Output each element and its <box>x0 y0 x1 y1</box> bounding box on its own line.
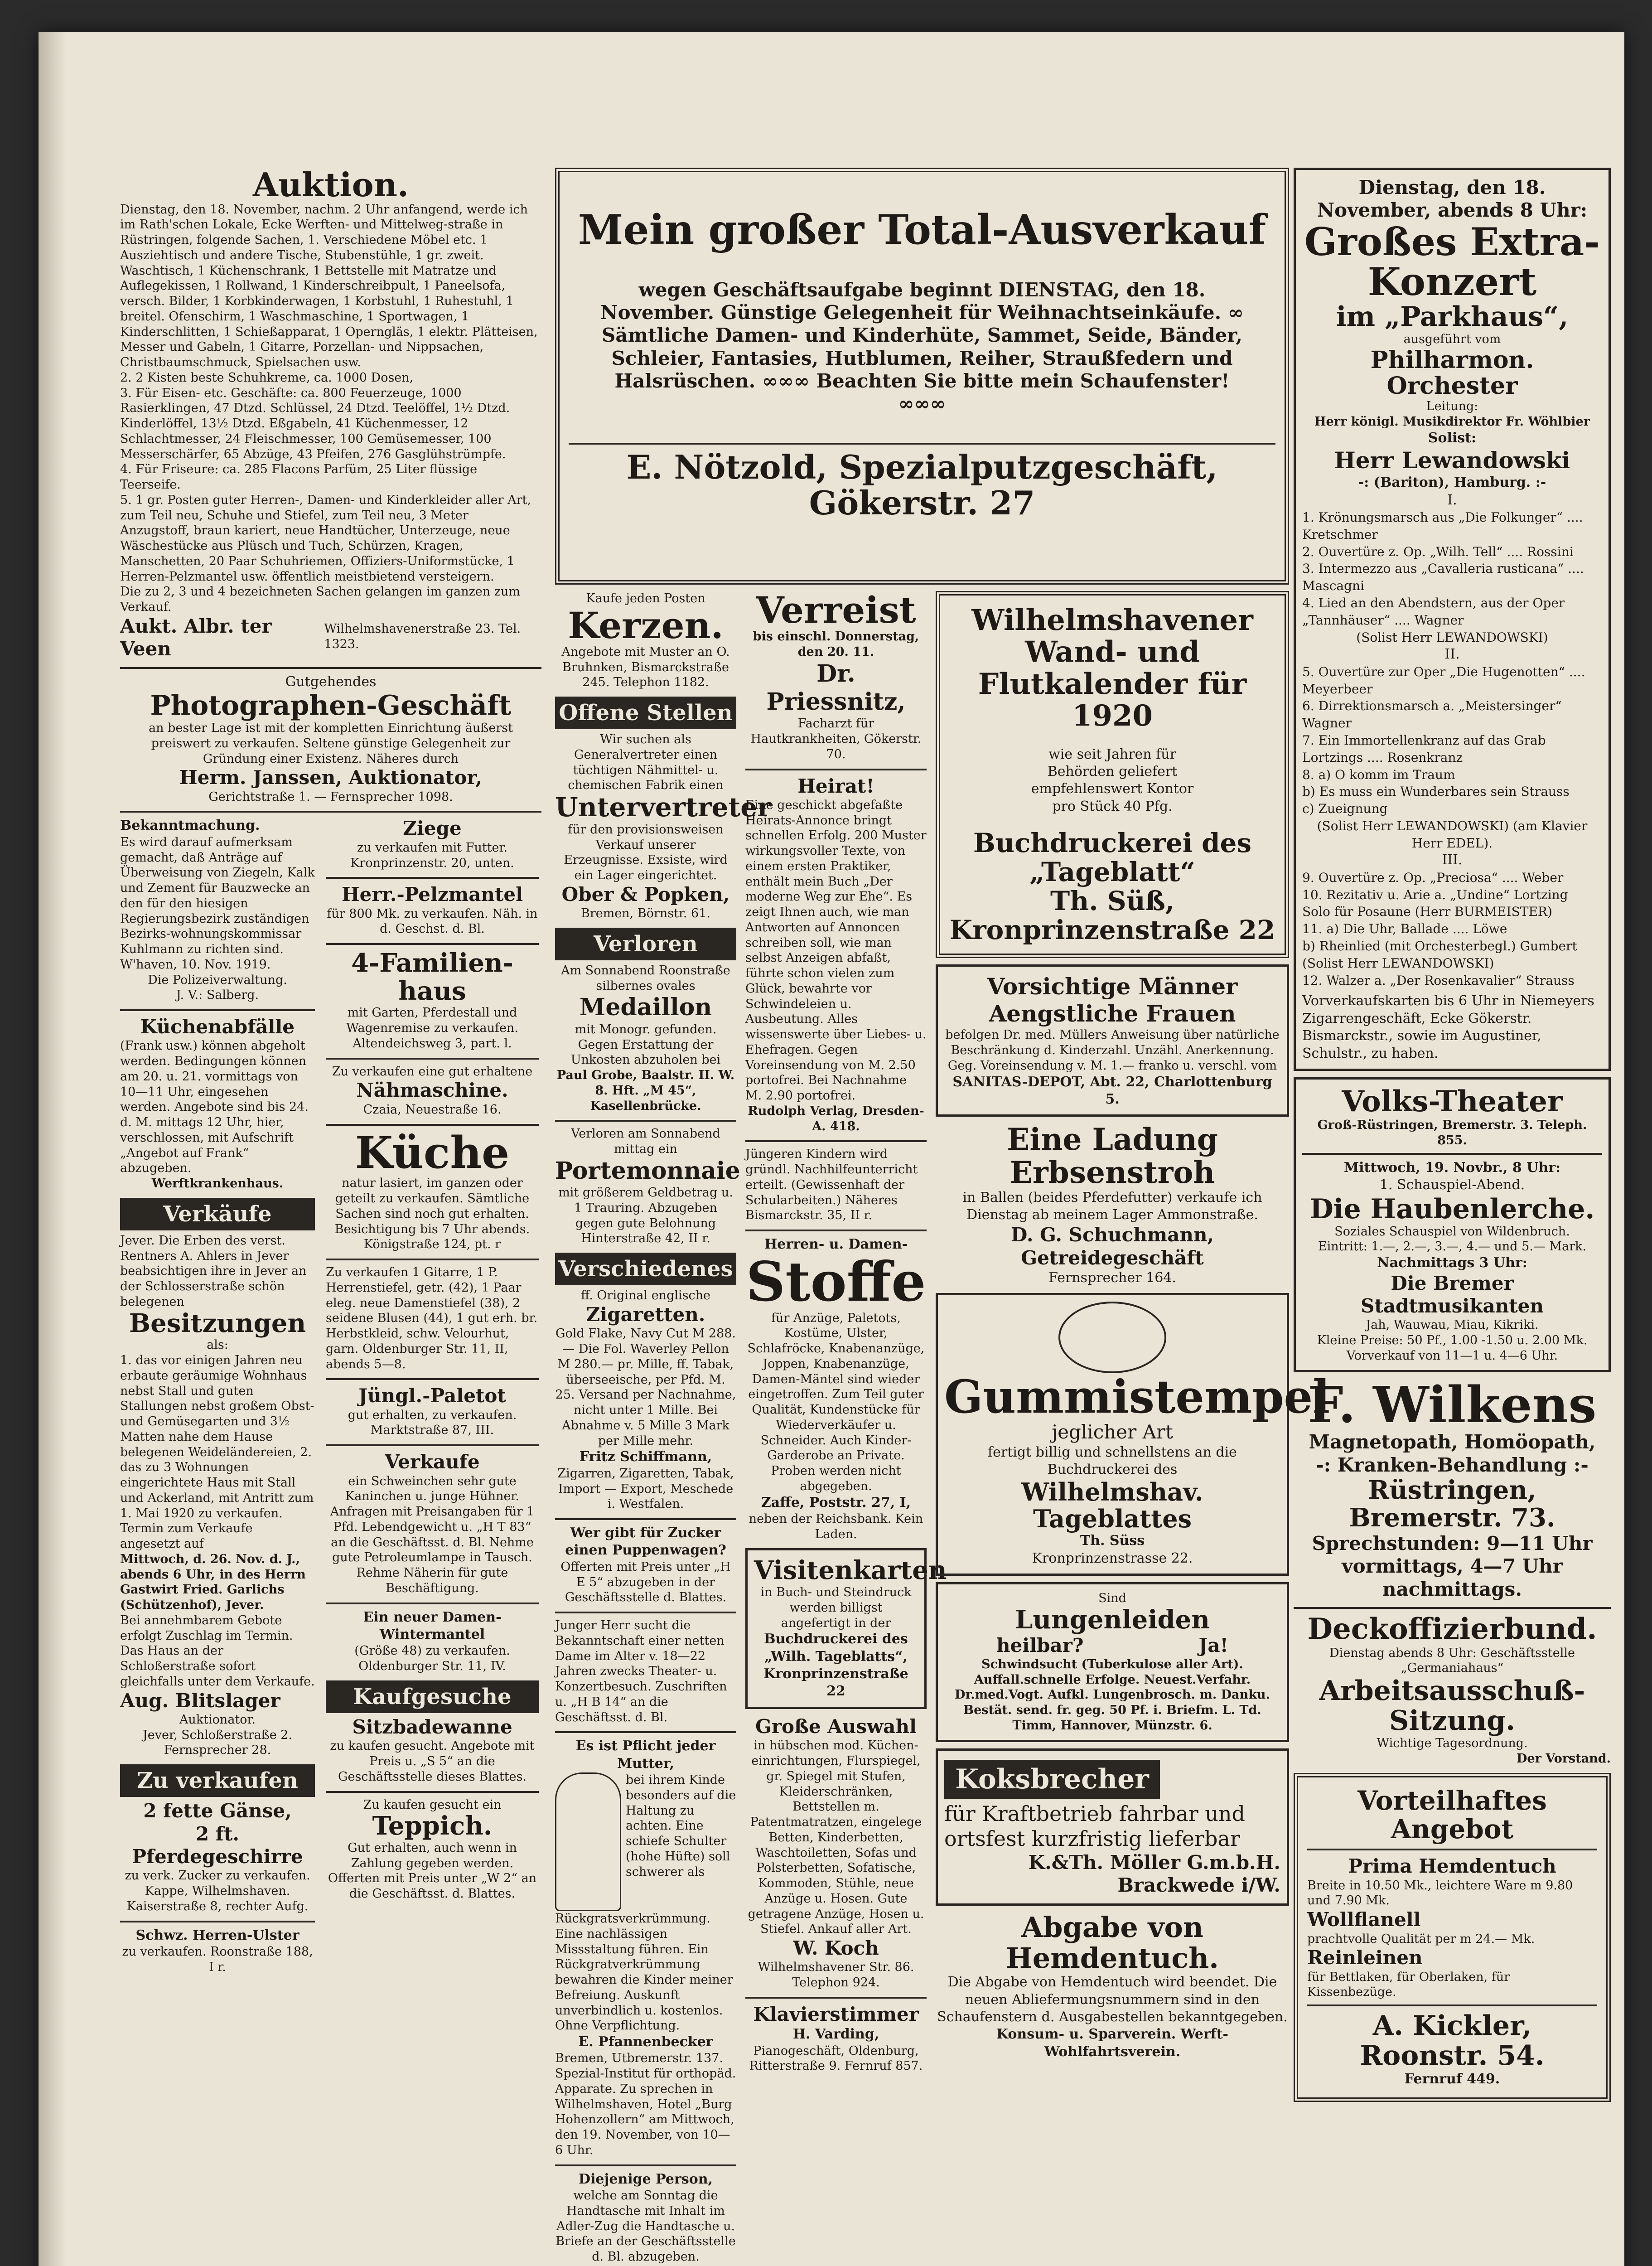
konzert-lead-label: Leitung: <box>1426 399 1478 414</box>
kalender-text: wie seit Jahren für Behörden geliefert empfehlenswert Kontor pro Stück 40 Pfg. <box>1031 746 1194 814</box>
visit-title: Visitenkarten <box>754 1555 947 1586</box>
program-item: Solo für Posaune (Herr BURMEISTER) <box>1302 904 1552 920</box>
hemdentuch-ad <box>936 1912 1289 2061</box>
heirat-text: Eine geschickt abgefaßte Heirats-Annonce bringt schnellen Erfolg. 200 Muster wirkungsvoller Texte, von einem ersten Praktiker, enthält mein Buch „Der moderne Weg zur Ehe“. Es zeigt Ihnen auch, wie man Antworten auf Annoncen schreiben soll, wie man selbst Anzeigen abfaßt, führte schon vielen zum Glück, bewahrte vor Schwindeleien u. Ausbeutung. Alles wissenswerte über Liebes- u. Ehefragen. Gegen Voreinsendung von M. 2.50 portofrei. Bei Nachnahme M. 2.90 portofrei. <box>745 798 927 1103</box>
kueche-ad <box>326 1127 539 1253</box>
gummi-title: Gummistempel <box>944 1370 1330 1424</box>
zig-title: Zigaretten. <box>586 1303 705 1326</box>
angebot-item2: Wollflanell <box>1307 1908 1421 1931</box>
paletot-title: Jüngl.-Paletot <box>358 1385 506 1407</box>
zucker-ad <box>555 1525 736 1605</box>
kuechen-title: Küchenabfälle <box>140 1016 295 1038</box>
koks-title: Koksbrecher <box>944 1760 1160 1799</box>
konzert-part3: III. <box>1442 852 1463 868</box>
zig-text2: Gold Flake, Navy Cut M 288.— Die Fol. Waverley Pellon M 280.— pr. Mille, ff. Tabak, überseeische, per Pfd. M. 25. Versand per Nachnahme, nicht unter 1 Mille. Bei Abnahme v. 5 Mille 3 Mark per Mille mehr. <box>555 1327 736 1448</box>
program-item: 3. Intermezzo aus „Cavalleria rusticana“ .... Mascagni <box>1302 561 1584 594</box>
herr-text: Junger Herr sucht die Bekanntschaft einer netten Dame im Alter v. 18—22 Jahren zwecks Theater- u. Konzertbesuch. Zuschriften u. „H B 14“ an die Geschäftsst. d. Bl. <box>555 1618 727 1724</box>
program-item: b) Es muss ein Wunderbares sein Strauss <box>1302 784 1570 799</box>
paletot-text: gut erhalten, zu verkaufen. Marktstraße 87, III. <box>348 1408 517 1438</box>
druckerei-address: Th. Süß, Kronprinzenstraße 22 <box>949 885 1275 945</box>
hemd-text: Die Abgabe von Hemdentuch wird beendet. Die neuen Abliefermungsnummern sind in den Schaufenstern d. Ausgabestellen bekanntgegeben. <box>937 1974 1288 2025</box>
kalender-ad <box>936 591 1289 958</box>
person-ad <box>555 2171 736 2265</box>
verkaeufe-banner: Verkäufe <box>120 1198 315 1230</box>
medaillon-sign: Paul Grobe, Baalstr. II. W. 8. Hft. „M 45“, Kasellenbrücke. <box>556 1068 735 1113</box>
mutter-text: bei ihrem Kinde besonders auf die Haltung zu achten. Eine schiefe Schulter (hohe Hüfte) soll schwerer als Rückgratsverkrümmung. Eine nachlässigen Missstaltung führen. Ein Rückgratverkrümmung bewahren die Kinder meiner Befreiung. Auskunft unverbindlich u. kostenlos. Ohne Verpflichtung. <box>555 1773 736 2033</box>
newspaper-page <box>39 32 1624 2266</box>
program-item: 9. Ouvertüre z. Op. „Preciosa“ .... Weber <box>1302 870 1564 885</box>
gummi-text: fertigt billig und schnellstens an die Buchdruckerei des <box>988 1444 1237 1478</box>
lungen-text: Schwindsucht (Tuberkulose aller Art). Auffall.schnelle Erfolge. Neuest.Verfahr. Dr.med.Vogt. Aufkl. Lungenbrosch. m. Danku. Bestät. send. fr. geg. 50 Pf. i. Briefm. L. Td. Timm, Hannover, Münzstr. 6. <box>955 1657 1270 1733</box>
angebot-ad <box>1294 1773 1611 2102</box>
pelz-text: für 800 Mk. zu verkaufen. Näh. in d. Geschst. d. Bl. <box>327 906 538 936</box>
sitzbadewanne-ad <box>326 1716 539 1785</box>
theater-sub: 1. Schauspiel-Abend. <box>1379 1177 1525 1193</box>
haus-text: mit Garten, Pferdestall und Wagenremise zu verkaufen. Altendeichsweg 3, part. l. <box>346 1006 518 1051</box>
pferd-title: 2 ft. Pferdegeschirre <box>132 1822 303 1868</box>
program-item: (Solist Herr LEWANDOWSKI) <box>1302 955 1494 971</box>
heirat-sign: Rudolph Verlag, Dresden-A. 418. <box>748 1104 924 1133</box>
besitz-title: Besitzungen <box>129 1308 306 1338</box>
program-item: 1. Krönungsmarsch aus „Die Folkunger“ .... Kretschmer <box>1302 509 1583 542</box>
zaffe-text: neben der Reichsbank. Kein Laden. <box>749 1511 923 1541</box>
visit-text: in Buch- und Steindruck werden billigst angefertigt in der <box>760 1585 912 1630</box>
sitz-text: zu kaufen gesucht. Angebote mit Preis u. „S 5“ an die Geschäftsstelle dieses Blattes. <box>330 1739 535 1784</box>
angebot-item3-text: für Bettlaken, für Oberlaken, für Kissenbezüge. <box>1307 1970 1510 2000</box>
program-item: (Solist Herr LEWANDOWSKI) <box>1356 629 1548 645</box>
konzert-part2: II. <box>1444 646 1460 663</box>
theater-desc2: Jah, Wauwau, Miau, Kikriki. <box>1366 1318 1539 1332</box>
koch-text: Wilhelmshavener Str. 86. Telephon 924. <box>758 1960 914 1990</box>
pfann-name: E. Pfannenbecker <box>578 2034 713 2050</box>
erbsen-title: Eine Ladung Erbsenstroh <box>1007 1122 1218 1190</box>
photo-text: an bester Lage ist mit der kompletten Einrichtung äußerst preiswert zu verkaufen. Seltene günstige Gelegenheit zur Gründung einer Existenz. Näheres durch <box>149 721 513 766</box>
auswahl-text: in hübschen mod. Küchen-einrichtungen, Flurspiegel, gr. Spiegel mit Stufen, Kleiderschränken, Bettstellen m. Patentmatratzen, eingelege Betten, Kinderbetten, Waschtoiletten, Sofas und Polsterbetten, Sofatische, Kommoden, Stühle, neue Anzüge u. Hosen. Gute getragene Anzüge, Hosen u. Stiefel. Ankauf aller Art. <box>748 1738 924 1937</box>
theater-desc: Soziales Schauspiel von Wildenbruch. <box>1334 1224 1570 1239</box>
ulster-text: zu verkaufen. Roonstraße 188, I r. <box>122 1944 313 1974</box>
bek-sign: Die Polizeiverwaltung. <box>148 973 287 987</box>
man-portrait-illustration <box>1058 1302 1166 1373</box>
mutter-title: Es ist Pflicht jeder Mutter, <box>575 1738 716 1772</box>
klavier-text: Pianogeschäft, Oldenburg, Ritterstraße 9. Fernruf 857. <box>749 2043 923 2073</box>
haus-title: 4-Familien-haus <box>351 948 513 1006</box>
maenner-text: befolgen Dr. med. Müllers Anweisung über natürliche Beschränkung d. Kinderzahl. Unzähl. Anerkennung. Geg. Voreinsendung v. M. 1.— franko u. verschl. vom <box>945 1028 1280 1073</box>
klavier-title: Klavierstimmer <box>753 2003 919 2025</box>
angebot-title: Vorteilhaftes Angebot <box>1357 1785 1547 1845</box>
angebot-item2-text: prachtvolle Qualität per m 24.— Mk. <box>1307 1932 1535 1946</box>
ausverkauf-text: wegen Geschäftsaufgabe beginnt DIENSTAG, den 18. November. Günstige Gelegenheit für Weihnachtseinkäufe. ∞ Sämtliche Damen- und Kinderhüte, Sammet, Seide, Bänder, Schleier, Fantasies, Hutblumen, Reiher, Straußfedern und Halsrüschen. ∞∞∞ Beachten Sie bitte mein Schaufenster! ∞∞∞ <box>600 278 1244 415</box>
kalender-title: Wilhelmshavener Wand- und Flutkalender für 1920 <box>971 603 1253 733</box>
unterv-text2: für den provisionsweisen Verkauf unserer Erzeugnisse. Exsiste, wird ein Lager eingerichtet. <box>564 822 728 883</box>
pelz-ad <box>326 883 539 937</box>
kickler-tel: Fernruf 449. <box>1404 2071 1500 2087</box>
zucker-text: Offerten mit Preis unter „H E 5“ abzugeben in der Geschäftsstelle d. Blattes. <box>560 1559 731 1605</box>
schiff-name: Fritz Schiffmann, <box>579 1449 712 1465</box>
schuch-name: D. G. Schuchmann, Getreidegeschäft <box>1010 1224 1214 1269</box>
konzert-vvk: Vorverkaufskarten bis 6 Uhr in Niemeyers Zigarrengeschäft, Ecke Gökerstr. Bismarckstr., sowie im Augustiner, Schulstr., zu haben. <box>1302 993 1594 1061</box>
porte-title: Portemonnaie <box>555 1157 740 1185</box>
theater-date: Mittwoch, 19. Novbr., 8 Uhr: <box>1343 1159 1561 1176</box>
janssen-name: Herm. Janssen, Auktionator, <box>179 766 483 789</box>
wilkens-sub2: -: Kranken-Behandlung :- <box>1316 1453 1589 1476</box>
auktion-ad <box>120 165 541 661</box>
portemonnaie-ad <box>555 1126 740 1246</box>
verkaufe-text: ein Schweinchen sehr gute Kaninchen u. junge Hühner. Anfragen mit Preisangaben für 1 Pfd. Lebendgewicht u. „H T 83“ an die Geschäftsst. d. Bl. Nehme gute Petroleumlampe in Tausch. <box>330 1474 535 1565</box>
program-item: b) Rheinlied (mit Orchesterbegl.) Gumbert <box>1302 939 1577 954</box>
gaense-ad <box>120 1800 315 1914</box>
program-item: (Solist Herr LEWANDOWSKI) (am Klavier Herr EDEL). <box>1317 818 1588 851</box>
porte-text2: mit größerem Geldbetrag u. 1 Trauring. Abzugeben gegen gute Belohnung Hinterstraße 42, II r. <box>558 1186 733 1246</box>
maenner-sign: SANITAS-DEPOT, Abt. 22, Charlottenburg 5. <box>952 1074 1272 1107</box>
konzert-soloist: Herr Lewandowski <box>1334 447 1570 474</box>
ziege-title: Ziege <box>403 817 462 840</box>
teppich-intro: Zu kaufen gesucht ein <box>363 1797 502 1812</box>
program-item: 6. Dirrektionsmarsch a. „Meistersinger“ Wagner <box>1302 698 1562 731</box>
deck-title2: Arbeitsausschuß-Sitzung. <box>1319 1675 1585 1737</box>
kerzen-ad <box>555 591 736 690</box>
person-text: welche am Sonntag die Handtasche mit Inhalt im Adler-Zug die Handtasche u. Briefe an der Geschäftsstelle d. Bl. abzugeben. <box>555 2189 736 2264</box>
lungen-intro: Sind <box>1098 1591 1126 1606</box>
wilkens-sub: Magnetopath, Homöopath, <box>1309 1431 1596 1453</box>
gaense-title: 2 fette Gänse, <box>143 1800 292 1822</box>
deck-text: Dienstag abends 8 Uhr: Geschäftsstelle „Germaniahaus“ <box>1329 1646 1575 1675</box>
ziege-ad <box>326 817 539 871</box>
theater-address: Groß-Rüstringen, Bremerstr. 3. Teleph. 855. <box>1317 1118 1587 1148</box>
teppich-title: Teppich. <box>372 1811 493 1841</box>
besitz-termin: Mittwoch, d. 26. Nov. d. J., abends 6 Uhr, in des Herrn Gastwirt Fried. Garlichs (Schützenhof), Jever. <box>120 1552 306 1612</box>
koch-name: W. Koch <box>793 1937 879 1959</box>
col2-sub3 <box>936 591 1330 2266</box>
col2-sub2 <box>745 589 947 2266</box>
gitarre-text: Zu verkaufen 1 Gitarre, 1 P. Herrenstiefel, getr. (42), 1 Paar eleg. neue Damenstiefel (38), 2 seidene Blusen (44), 1 gut erh. br. Herbstkleid, schw. Velourhut, garn. Oldenburger Str. 11, II, abends 5—8. <box>326 1265 538 1371</box>
theater-play2: Die Bremer Stadtmusikanten <box>1361 1272 1544 1317</box>
stoffe-intro: Herren- u. Damen- <box>764 1236 908 1253</box>
besitzungen-ad <box>120 1233 315 1758</box>
kueche-title: Küche <box>355 1127 510 1178</box>
photo-ad <box>120 673 541 805</box>
auktion-item: 4. Für Friseure: ca. 285 Flacons Parfüm, 25 Liter flüssige Teerseife. <box>120 462 478 492</box>
angebot-item1-text: Breite in 10.50 Mk., leichtere Ware m 9.80 und 7.90 Mk. <box>1307 1878 1573 1908</box>
program-item: 8. a) O komm im Traum <box>1302 767 1455 782</box>
pelz-title: Herr.-Pelzmantel <box>341 883 523 906</box>
wilkens-address: Rüstringen, Bremerstr. 73. <box>1349 1475 1555 1533</box>
person-title: Diejenige Person, <box>579 2171 713 2187</box>
program-item: 12. Walzer a. „Der Rosenkavalier“ Strauss <box>1302 973 1575 988</box>
ulster-ad <box>120 1927 315 1975</box>
program-item: 10. Rezitativ u. Arie a. „Undine“ Lortzing <box>1302 887 1568 902</box>
verreist-text: bis einschl. Donnerstag, den 20. 11. <box>753 629 919 659</box>
auktion-item: 5. 1 gr. Posten guter Herren-, Damen- und Kinderkleider aller Art, zum Teil neu, Schuhe und Stiefel, zum Teil neu, 3 Meter Anzugstoff, braun kariert, neue Handtücher, Unterzeuge, neue Wäschestücke aus Plüsch und Tuch, Schürzen, Kragen, Manschetten, 20 Paar Schuhriemen, Offiziers-Uniformstücke, 1 Herren-Pelzmantel usw. öffentlich meistbietend versteigern. <box>120 493 531 584</box>
kuechen-sign: Werftkrankenhaus. <box>151 1177 284 1191</box>
scan-edge <box>39 32 66 2266</box>
pfann-text: Bremen, Utbremerstr. 137. Spezial-Institut für orthopäd. Apparate. Zu sprechen in Wilhelmshaven, Hotel „Burg Hohenzollern“ am Mittwoch, den 19. November, von 10—6 Uhr. <box>555 2051 736 2157</box>
konzert-part1: I. <box>1447 492 1457 508</box>
zuverkaufen-banner: Zu verkaufen <box>120 1764 315 1797</box>
ausverkauf-ad <box>555 168 1289 585</box>
kickler-name: A. Kickler, Roonstr. 54. <box>1360 2010 1545 2072</box>
konzert-orchestra: Philharmon. Orchester <box>1370 346 1534 400</box>
teppich-text: Gut erhalten, auch wenn in Zahlung gegeben werden. Offerten mit Preis unter „W 2“ an die Geschäftsst. d. Blattes. <box>328 1840 537 1901</box>
column-middle <box>555 168 1330 2266</box>
volkstheater-ad <box>1294 1077 1611 1372</box>
pferd-text: zu verk. Zucker zu verkaufen. Kappe, Wilhelmshaven. Kaiserstraße 8, rechter Aufg. <box>125 1869 310 1913</box>
priess-text: Facharzt für Hautkrankheiten, Gökerstr. 70. <box>750 717 922 761</box>
kaufgesuche-banner: Kaufgesuche <box>326 1680 539 1713</box>
program-item: c) Zueignung <box>1302 801 1388 817</box>
janssen-address: Gerichtstraße 1. — Fernsprecher 1098. <box>208 789 453 804</box>
ziege-text: zu verkaufen mit Futter. Kronprinzenstr. 20, unten. <box>350 840 514 870</box>
bek-text: Es wird darauf aufmerksam gemacht, daß Anträge auf Überweisung von Ziegeln, Kalk und Zement für Bauzwecke an den für den hiesigen Regierungsbezirk zuständigen Bezirks-wohnungskommissar Kuhlmann zu richten sind. W'haven, 10. Nov. 1919. <box>120 835 315 972</box>
naeherin-text: Rehme Näherin für gute Beschäftigung. <box>356 1566 508 1595</box>
untervertreter-ad <box>555 732 771 921</box>
zucker-title: Wer gibt für Zucker einen Puppenwagen? <box>565 1525 726 1559</box>
zaffe-name: Zaffe, Poststr. 27, I, <box>761 1494 911 1511</box>
medaillon-text: Am Sonnabend Roonstraße silbernes ovales <box>561 963 730 993</box>
zig-text: ff. Original englische <box>581 1288 710 1303</box>
auktion-text: Dienstag, den 18. November, nachm. 2 Uhr anfangend, werde ich im Rath'schen Lokale, Ecke Werften- und Mittelweg-straße in Rüstringen, folgende Sachen, 1. Verschiedene Möbel etc. 1 Ausziehtisch und andere Tische, Stubenstühle, 1 gr. zweit. Waschtisch, 1 Küchenschrank, 1 Bettstelle mit Matratze und Auflegekissen, 1 Rollwand, 1 Kinderschreibpult, 1 Paneelsofa, versch. Bilder, 1 Korbkinderwagen, 1 Korbstuhl, 1 Ruhestuhl, 1 breitel. Ofenschirm, 1 Waschmaschine, 1 Sportwagen, 1 Kinderschlitten, 1 Schießapparat, 1 Operngläs, 1 elektr. Plätteisen, Messer und Gabeln, 1 Gitarre, Porzellan- und Nippsachen, Christbaumschmuck, Spielsachen usw. <box>120 202 538 370</box>
kerzen-title: Kerzen. <box>568 604 724 647</box>
kinder-ad <box>745 1147 927 1223</box>
gummi-sign: Th. Süss <box>1080 1533 1145 1549</box>
gummi-sub: jeglicher Art <box>1052 1421 1173 1443</box>
col1-left-sub <box>120 817 315 1981</box>
unterv-title: Untervertreter <box>555 792 771 823</box>
maenner-ad <box>936 964 1289 1117</box>
ausverkauf-title: Mein großer Total-Ausverkauf <box>578 206 1266 254</box>
lungen-answer: Ja! <box>1198 1634 1228 1656</box>
besitz-als: als: <box>207 1338 228 1352</box>
program-item: 5. Ouvertüre zur Oper „Die Hugenotten“ .... Meyerbeer <box>1302 664 1585 697</box>
zigaretten-ad <box>555 1288 736 1512</box>
lungenleiden-ad <box>936 1582 1289 1742</box>
column-left <box>120 165 541 1981</box>
heirat-ad <box>745 775 927 1134</box>
jever-text: Jever. Die Erben des verst. Rentners A. Ahlers in Jever beabsichtigen ihre in Jever an der Schlosserstraße schön belegenen <box>120 1233 307 1309</box>
wilkens-name: F. Wilkens <box>1308 1375 1597 1434</box>
porte-text: Verloren am Sonnabend mittag ein <box>571 1127 720 1157</box>
program-item: 4. Lied an den Abendstern, aus der Oper „Tannhäuser“ .... Wagner <box>1302 595 1565 628</box>
kinder-text: Jüngeren Kindern wird gründl. Nachhilfeunterricht erteilt. (Gewissenhaft der Schularbeiten.) Näheres Bismarckstr. 35, II r. <box>745 1147 918 1223</box>
kerzen-intro: Kaufe jeden Posten <box>586 591 705 605</box>
theater-price2: Kleine Preise: 50 Pf., 1.00 -1.50 u. 2.00 Mk. <box>1317 1333 1588 1348</box>
gummi-name: Wilhelmshav. Tageblattes <box>1021 1477 1203 1534</box>
program-item: 11. a) Die Uhr, Ballade .... Löwe <box>1302 921 1507 937</box>
deckoffizier-ad <box>1294 1613 1611 1766</box>
col2-sub1 <box>555 591 771 2266</box>
paletot-ad <box>326 1385 539 1438</box>
konzert-leader: Herr königl. Musikdirektor Fr. Wöhlbier <box>1314 415 1590 429</box>
besitz-text2: Bei annehmbarem Gebote erfolgt Zuschlag im Termin. Das Haus an der Schloßerstraße sofort gleichfalls unter dem Verkaufe. <box>120 1613 315 1689</box>
stoffe-title: Stoffe <box>746 1249 926 1314</box>
verkaufe-ad <box>326 1451 539 1596</box>
winter-text: (Größe 48) zu verkaufen. Oldenburger Str. 11, IV. <box>354 1644 510 1674</box>
haus-ad <box>326 949 539 1051</box>
deck-sign: Der Vorstand. <box>1517 1751 1611 1766</box>
verschiedenes-banner: Verschiedenes <box>555 1253 736 1285</box>
program-item: 2. Ouvertüre z. Op. „Wilh. Tell“ .... Rossini <box>1302 544 1574 559</box>
priess-name: Dr. Priessnitz, <box>766 659 906 716</box>
maenner-title: Vorsichtige Männer Aengstliche Frauen <box>987 973 1238 1027</box>
besitz-text: 1. das vor einigen Jahren neu erbaute geräumige Wohnhaus nebst Stall und guten Stallungen nebst großem Obst- und Gemüsegarten und 3½ Matten nahe dem Hause belegenen Weideländereien, 2. das zu 3 Wohnungen eingerichtete Haus mit Stall und Ackerland, mit Antritt zum 1. Mai 1920 zu verkaufen. Termin zum Verkaufe angesetzt auf <box>120 1353 314 1551</box>
medaillon-ad <box>555 963 736 1114</box>
konzert-ad <box>1294 168 1611 1071</box>
lungen-question: heilbar? <box>996 1634 1084 1656</box>
konzert-soloist2: -: (Bariton), Hamburg. :- <box>1358 475 1546 491</box>
bek-sign2: J. V.: Salberg. <box>176 988 259 1002</box>
column-right <box>1294 168 1611 2108</box>
gummi-address: Kronprinzenstrasse 22. <box>1032 1550 1193 1566</box>
druckerei-name: Buchdruckerei des „Tageblatt“ <box>973 828 1252 887</box>
medaillon-title: Medaillon <box>579 993 712 1022</box>
visitenkarten-ad <box>745 1548 947 1709</box>
erbsen-text: in Ballen (beides Pferdefutter) verkaufe ich Dienstag ab meinem Lager Ammonstraße. <box>962 1189 1262 1223</box>
stoffe-ad <box>745 1236 927 1542</box>
auswahl-ad <box>745 1715 927 1990</box>
verreist-title: Verreist <box>756 589 916 631</box>
auswahl-title: Große Auswahl <box>755 1715 917 1738</box>
theater-play: Die Haubenlerche. <box>1309 1193 1595 1225</box>
blitz-address: Jever, Schloßerstraße 2. Fernsprecher 28. <box>142 1728 293 1758</box>
verkaufe-title: Verkaufe <box>385 1451 480 1473</box>
auktion-sign: Aukt. Albr. ter Veen <box>120 615 272 660</box>
angebot-item3: Reinleinen <box>1307 1946 1423 1969</box>
teppich-ad <box>326 1797 539 1902</box>
schiff-text: Zigarren, Zigaretten, Tabak, Import — Export, Meschede i. Westfalen. <box>557 1466 734 1511</box>
konzert-place: im „Parkhaus“, <box>1336 301 1569 333</box>
wilkens-ad <box>1294 1375 1611 1601</box>
konzert-date: Dienstag, den 18. November, abends 8 Uhr: <box>1317 176 1588 222</box>
stellen-banner: Offene Stellen <box>555 697 736 729</box>
heirat-title: Heirat! <box>797 775 874 797</box>
naeh-text: Zu verkaufen eine gut erhaltene <box>332 1064 533 1079</box>
deck-title: Deckoffizierbund. <box>1307 1612 1597 1646</box>
koks-sign: K.&Th. Möller G.m.b.H. Brackwede i/W. <box>1028 1851 1280 1897</box>
lungen-title: Lungenleiden <box>1015 1604 1210 1635</box>
klavier-ad <box>745 2003 927 2074</box>
visit-sign: Buchdruckerei des „Wilh. Tageblatts“, Kronprinzenstraße 22 <box>763 1631 908 1700</box>
bek-title: Bekanntmachung. <box>120 818 260 834</box>
auktion-item: Die zu 2, 3 und 4 bezeichneten Sachen gelangen im ganzen zum Verkauf. <box>120 585 520 615</box>
theater-after: Nachmittags 3 Uhr: <box>1377 1255 1527 1271</box>
erbsenstroh-ad <box>936 1123 1289 1287</box>
medaillon-text2: mit Monogr. gefunden. Gegen Erstattung der Unkosten abzuholen bei <box>570 1022 721 1067</box>
theater-vvk: Vorverkauf von 11—1 u. 4—6 Uhr. <box>1346 1348 1558 1363</box>
gitarre-ad <box>326 1265 539 1372</box>
ober-name: Ober & Popken, <box>561 883 730 905</box>
stoffe-text: für Anzüge, Paletots, Kostüme, Ulster, Schlafröcke, Knabenanzüge, Joppen, Knabenanzüge, Damen-Mäntel sind wieder eingetroffen. Zum Teil guter Qualität, Kundenstücke für Wiederverkäufer u. Schneider. Auch Kinder-Garderobe an Private. Proben werden nicht abgegeben. <box>747 1311 925 1493</box>
col1-right-sub <box>326 817 539 1981</box>
naeh-address: Czaia, Neuestraße 16. <box>363 1102 502 1117</box>
blitz-sub: Auktionator. <box>179 1712 256 1727</box>
mutter-ad <box>555 1738 736 2158</box>
photo-title: Photographen-Geschäft <box>150 690 512 722</box>
wintermantel-ad <box>326 1609 539 1674</box>
konzert-title: Großes Extra-Konzert <box>1304 219 1600 304</box>
bekanntmachung <box>120 817 315 1003</box>
ulster-title: Schwz. Herren-Ulster <box>135 1927 299 1943</box>
ausverkauf-sign: E. Nötzold, Spezialputzgeschäft, Gökerstr. 27 <box>626 447 1218 523</box>
theater-price: Eintritt: 1.—, 2.—, 3.—, 4.— und 5.— Mark. <box>1318 1240 1587 1254</box>
hemd-sign: Konsum- u. Sparverein. Werft-Wohlfahrtsverein. <box>996 2026 1229 2060</box>
konzert-solist-label: Solist: <box>1428 430 1477 446</box>
deck-sub: Wichtige Tagesordnung. <box>1377 1736 1528 1751</box>
verreist-ad <box>745 591 927 762</box>
kueche-text: natur lasiert, im ganzen oder geteilt zu verkaufen. Sämtliche Sachen sind noch gut erhalten. Besichtigung bis 7 Uhr abends. Königstraße 124, pt. r <box>334 1176 530 1252</box>
hemd-title: Abgabe von Hemdentuch. <box>1006 1910 1219 1975</box>
naeh-title: Nähmaschine. <box>356 1079 508 1102</box>
winter-title: Ein neuer Damen-Wintermantel <box>363 1609 502 1642</box>
kuechen-text: (Frank usw.) können abgeholt werden. Bedingungen können am 20. u. 21. vormittags von 10—11 Uhr, eingesehen werden. Angebote sind bis 24. d. M. mittags 12 Uhr, hier, verschlossen, mit Aufschrift „Angebot auf Frank“ abzugeben. <box>120 1039 309 1176</box>
wilkens-hours: Sprechstunden: 9—11 Uhr vormittags, 4—7 Uhr nachmittags. <box>1312 1532 1593 1600</box>
kerzen-text: Angebote mit Muster an O. Bruhnken, Bismarckstraße 245. Telephon 1182. <box>561 644 730 690</box>
auktion-item: 2. 2 Kisten beste Schuhkreme, ca. 1000 Dosen, <box>120 370 414 385</box>
auktion-sign-address: Wilhelmshavenerstraße 23. Tel. 1323. <box>324 621 521 651</box>
auktion-item: 3. Für Eisen- etc. Geschäfte: ca. 800 Feuerzeuge, 1000 Rasierklingen, 47 Dtzd. Schlüssel, 24 Dtzd. Teelöffel, 1½ Dtzd. Kinderlöffel, 13½ Dtzd. Eßgabeln, 41 Küchenmesser, 12 Schlachtmesser, 24 Fleischmesser, 100 Gemüsemesser, 100 Messerschärfer, 65 Abzüge, 43 Pfeifen, 276 Gasglühstrümpfe. <box>120 386 510 461</box>
koks-text: für Kraftbetrieb fahrbar und ortsfest kurzfristig lieferbar <box>944 1801 1245 1851</box>
angebot-item1: Prima Hemdentuch <box>1348 1855 1556 1878</box>
photo-head: Gutgehendes <box>285 673 377 690</box>
naehmaschine-ad <box>326 1064 539 1118</box>
schuch-tel: Fernsprecher 164. <box>1048 1270 1176 1286</box>
koksbrecher-ad <box>936 1748 1289 1906</box>
klavier-name: H. Varding, <box>792 2026 879 2043</box>
theater-title: Volks-Theater <box>1342 1085 1563 1119</box>
blitz-name: Aug. Blitslager <box>120 1689 280 1712</box>
ober-address: Bremen, Börnstr. 61. <box>580 906 710 921</box>
verloren-banner: Verloren <box>555 928 736 960</box>
program-item: 7. Ein Immortellenkranz auf das Grab Lortzings .... Rosenkranz <box>1302 732 1546 765</box>
herr-ad <box>555 1618 736 1725</box>
sitz-title: Sitzbadewanne <box>352 1715 512 1738</box>
auktion-title: Auktion. <box>252 165 409 204</box>
unterv-text: Wir suchen als Generalvertreter einen tüchtigen Nähmittel- u. chemischen Fabrik einen <box>568 732 724 793</box>
girl-illustration <box>555 1772 621 1911</box>
gummistempel-ad <box>936 1293 1330 1576</box>
kuechenabfaelle <box>120 1016 315 1191</box>
konzert-by: ausgeführt vom <box>1403 332 1501 347</box>
